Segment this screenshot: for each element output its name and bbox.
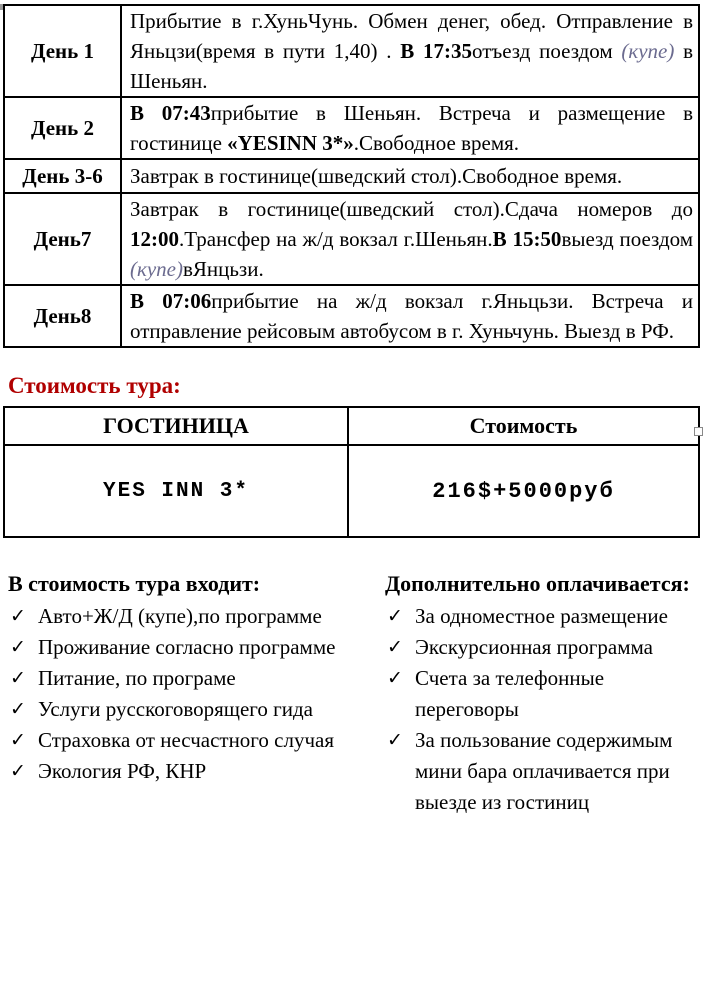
included-heading: В стоимость тура входит: — [8, 571, 261, 596]
document-page — [0, 4, 707, 984]
list-item-label: Экология РФ, КНР — [38, 759, 207, 783]
day-cell: День8 — [4, 285, 121, 347]
hotel-name-cell — [4, 445, 348, 537]
day-cell: День 3-6 — [4, 159, 121, 193]
itinerary-table — [3, 4, 700, 348]
checkmark-icon: ✓ — [10, 761, 26, 782]
included-list — [8, 601, 353, 787]
table-header-row — [4, 407, 699, 445]
table-row — [4, 97, 699, 159]
price-column-header: Стоимость — [348, 407, 699, 445]
extra-paid-column — [385, 568, 699, 818]
table-row — [4, 445, 699, 537]
included-column — [8, 568, 353, 818]
list-item — [8, 601, 353, 632]
list-item — [385, 632, 699, 663]
list-item-label: Страховка от несчастного случая — [38, 728, 334, 752]
list-item — [385, 725, 699, 818]
checkmark-icon: ✓ — [10, 606, 26, 627]
day-cell: День 2 — [4, 97, 121, 159]
table-row — [4, 193, 699, 285]
checkmark-icon: ✓ — [387, 606, 403, 627]
list-item-label: Счета за телефонные переговоры — [415, 666, 605, 721]
list-item-label: За пользование содержимым мини бара оплачивается при выезде из гостиниц — [415, 728, 673, 814]
list-item-label: Услуги русскоговорящего гида — [38, 697, 313, 721]
day-cell: День7 — [4, 193, 121, 285]
table-resize-handle[interactable] — [694, 427, 703, 436]
details-columns — [8, 568, 707, 818]
table-move-handle-fragment — [0, 4, 3, 10]
day-description: Завтрак в гостинице(шведский стол).Свободное время. — [121, 159, 699, 193]
day-description: В 07:06прибытие на ж/д вокзал г.Яньцьзи. Встреча и отправление рейсовым автобусом в г. Хуньчунь. Выезд в РФ. — [121, 285, 699, 347]
hotel-name: YES INN 3* — [102, 479, 250, 503]
hotel-column-header: ГОСТИНИЦА — [4, 407, 348, 445]
list-item — [8, 632, 353, 663]
checkmark-icon: ✓ — [10, 730, 26, 751]
cost-section-heading: Стоимость тура: — [8, 373, 181, 398]
price-cell — [348, 445, 699, 537]
list-item — [385, 601, 699, 632]
day-description: В 07:43прибытие в Шеньян. Встреча и размещение в гостинице «YESINN 3*».Свободное время. — [121, 97, 699, 159]
list-item — [8, 694, 353, 725]
price-value: 216$+5000руб — [432, 478, 615, 504]
checkmark-icon: ✓ — [10, 699, 26, 720]
list-item-label: Авто+Ж/Д (купе),по программе — [38, 604, 322, 628]
extra-paid-list — [385, 601, 699, 818]
list-item — [8, 756, 353, 787]
list-item — [8, 663, 353, 694]
cost-table — [3, 406, 700, 538]
list-item — [8, 725, 353, 756]
list-item-label: Питание, по програме — [38, 666, 236, 690]
day-cell: День 1 — [4, 5, 121, 97]
checkmark-icon: ✓ — [387, 730, 403, 751]
list-item-label: За одноместное размещение — [415, 604, 668, 628]
checkmark-icon: ✓ — [387, 637, 403, 658]
table-row — [4, 159, 699, 193]
day-description: Прибытие в г.ХуньЧунь. Обмен денег, обед. Отправление в Яньцзи(время в пути 1,40) . В 17:35отъезд поездом (купе) в Шеньян. — [121, 5, 699, 97]
table-row — [4, 5, 699, 97]
checkmark-icon: ✓ — [387, 668, 403, 689]
checkmark-icon: ✓ — [10, 637, 26, 658]
extra-paid-heading: Дополнительно оплачивается: — [385, 571, 690, 596]
checkmark-icon: ✓ — [10, 668, 26, 689]
list-item-label: Проживание согласно программе — [38, 635, 336, 659]
day-description: Завтрак в гостинице(шведский стол).Сдача номеров до 12:00.Трансфер на ж/д вокзал г.Шеньян.В 15:50выезд поездом (купе)вЯнцьзи. — [121, 193, 699, 285]
list-item — [385, 663, 699, 725]
list-item-label: Экскурсионная программа — [415, 635, 653, 659]
table-row — [4, 285, 699, 347]
